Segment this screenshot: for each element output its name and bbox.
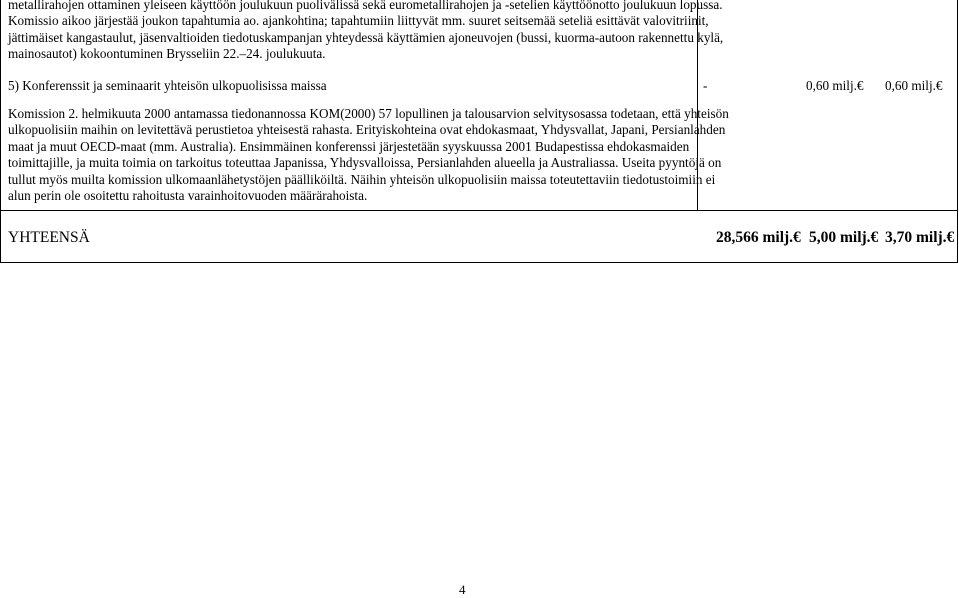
table-row-divider bbox=[0, 210, 958, 211]
page-number: 4 bbox=[459, 582, 466, 597]
total-value-2003: 3,70 milj.€ bbox=[885, 229, 955, 246]
item-title: 5) Konferenssit ja seminaarit yhteisön ulkopuolisissa maissa bbox=[8, 78, 327, 93]
table-right-border bbox=[957, 0, 958, 262]
total-label: YHTEENSÄ bbox=[8, 229, 90, 246]
item-value-2001: - bbox=[703, 78, 708, 93]
text-line: tullut myös muilta komission ulkomaanlähetystöjen päälliköiltä. Näihin yhteisön ulkopuolisiin maissa toteutettaviin tiedotustoimiin ei bbox=[8, 172, 716, 187]
text-line: ulkopuolisiin maihin on levitettävä perustietoa yhteisestä rahasta. Erityiskohteina ovat ehdokasmaat, Yhdysvallat, Japani, Persianlahden bbox=[8, 122, 726, 137]
text-line: alun perin ole osoitettu rahoitusta varainhoitovuoden määrärahoista. bbox=[8, 188, 368, 203]
table-bottom-border bbox=[0, 262, 958, 263]
text-line: jättimäiset kangastaulut, jäsenvaltioiden tiedotuskampanjan yhteydessä käyttämien ajoneuvojen (bussi, kuorma-autoon rakennettu kylä, bbox=[8, 30, 724, 45]
text-line: Komissio aikoo järjestää joukon tapahtumia ao. ajankohtina; tapahtumiin liittyvät mm. suuret seitsemää seteliä esittävät valovitriinit, bbox=[8, 13, 709, 28]
total-value-2001: 28,566 milj.€ bbox=[716, 229, 801, 246]
text-line: toimittajille, ja muita toimia on tarkoitus toteuttaa Japanissa, Yhdysvalloissa, Persianlahden alueella ja Australiassa. Useita pyyntöjä on bbox=[8, 155, 722, 170]
table-left-border bbox=[0, 0, 1, 262]
text-line: Komission 2. helmikuuta 2000 antamassa tiedonannossa KOM(2000) 57 lopullinen ja talousarvion selvitysosassa todetaan, että yhteisön bbox=[8, 106, 729, 121]
total-value-2002: 5,00 milj.€ bbox=[809, 229, 879, 246]
text-line: mainosautot) kokoontuminen Brysseliin 22.–24. joulukuuta. bbox=[8, 46, 326, 61]
item-value-2002: 0,60 milj.€ bbox=[806, 78, 864, 93]
item-value-2003: 0,60 milj.€ bbox=[885, 78, 943, 93]
text-line: maat ja muut OECD-maat (mm. Australia). Ensimmäinen konferenssi järjestetään syyskuussa 2001 Budapestissa ehdokasmaiden bbox=[8, 139, 690, 154]
text-line: metallirahojen ottaminen yleiseen käyttöön joulukuun puolivälissä sekä eurometallirahojen ja -setelien käyttöönotto joulukuun lopussa. bbox=[8, 0, 723, 12]
